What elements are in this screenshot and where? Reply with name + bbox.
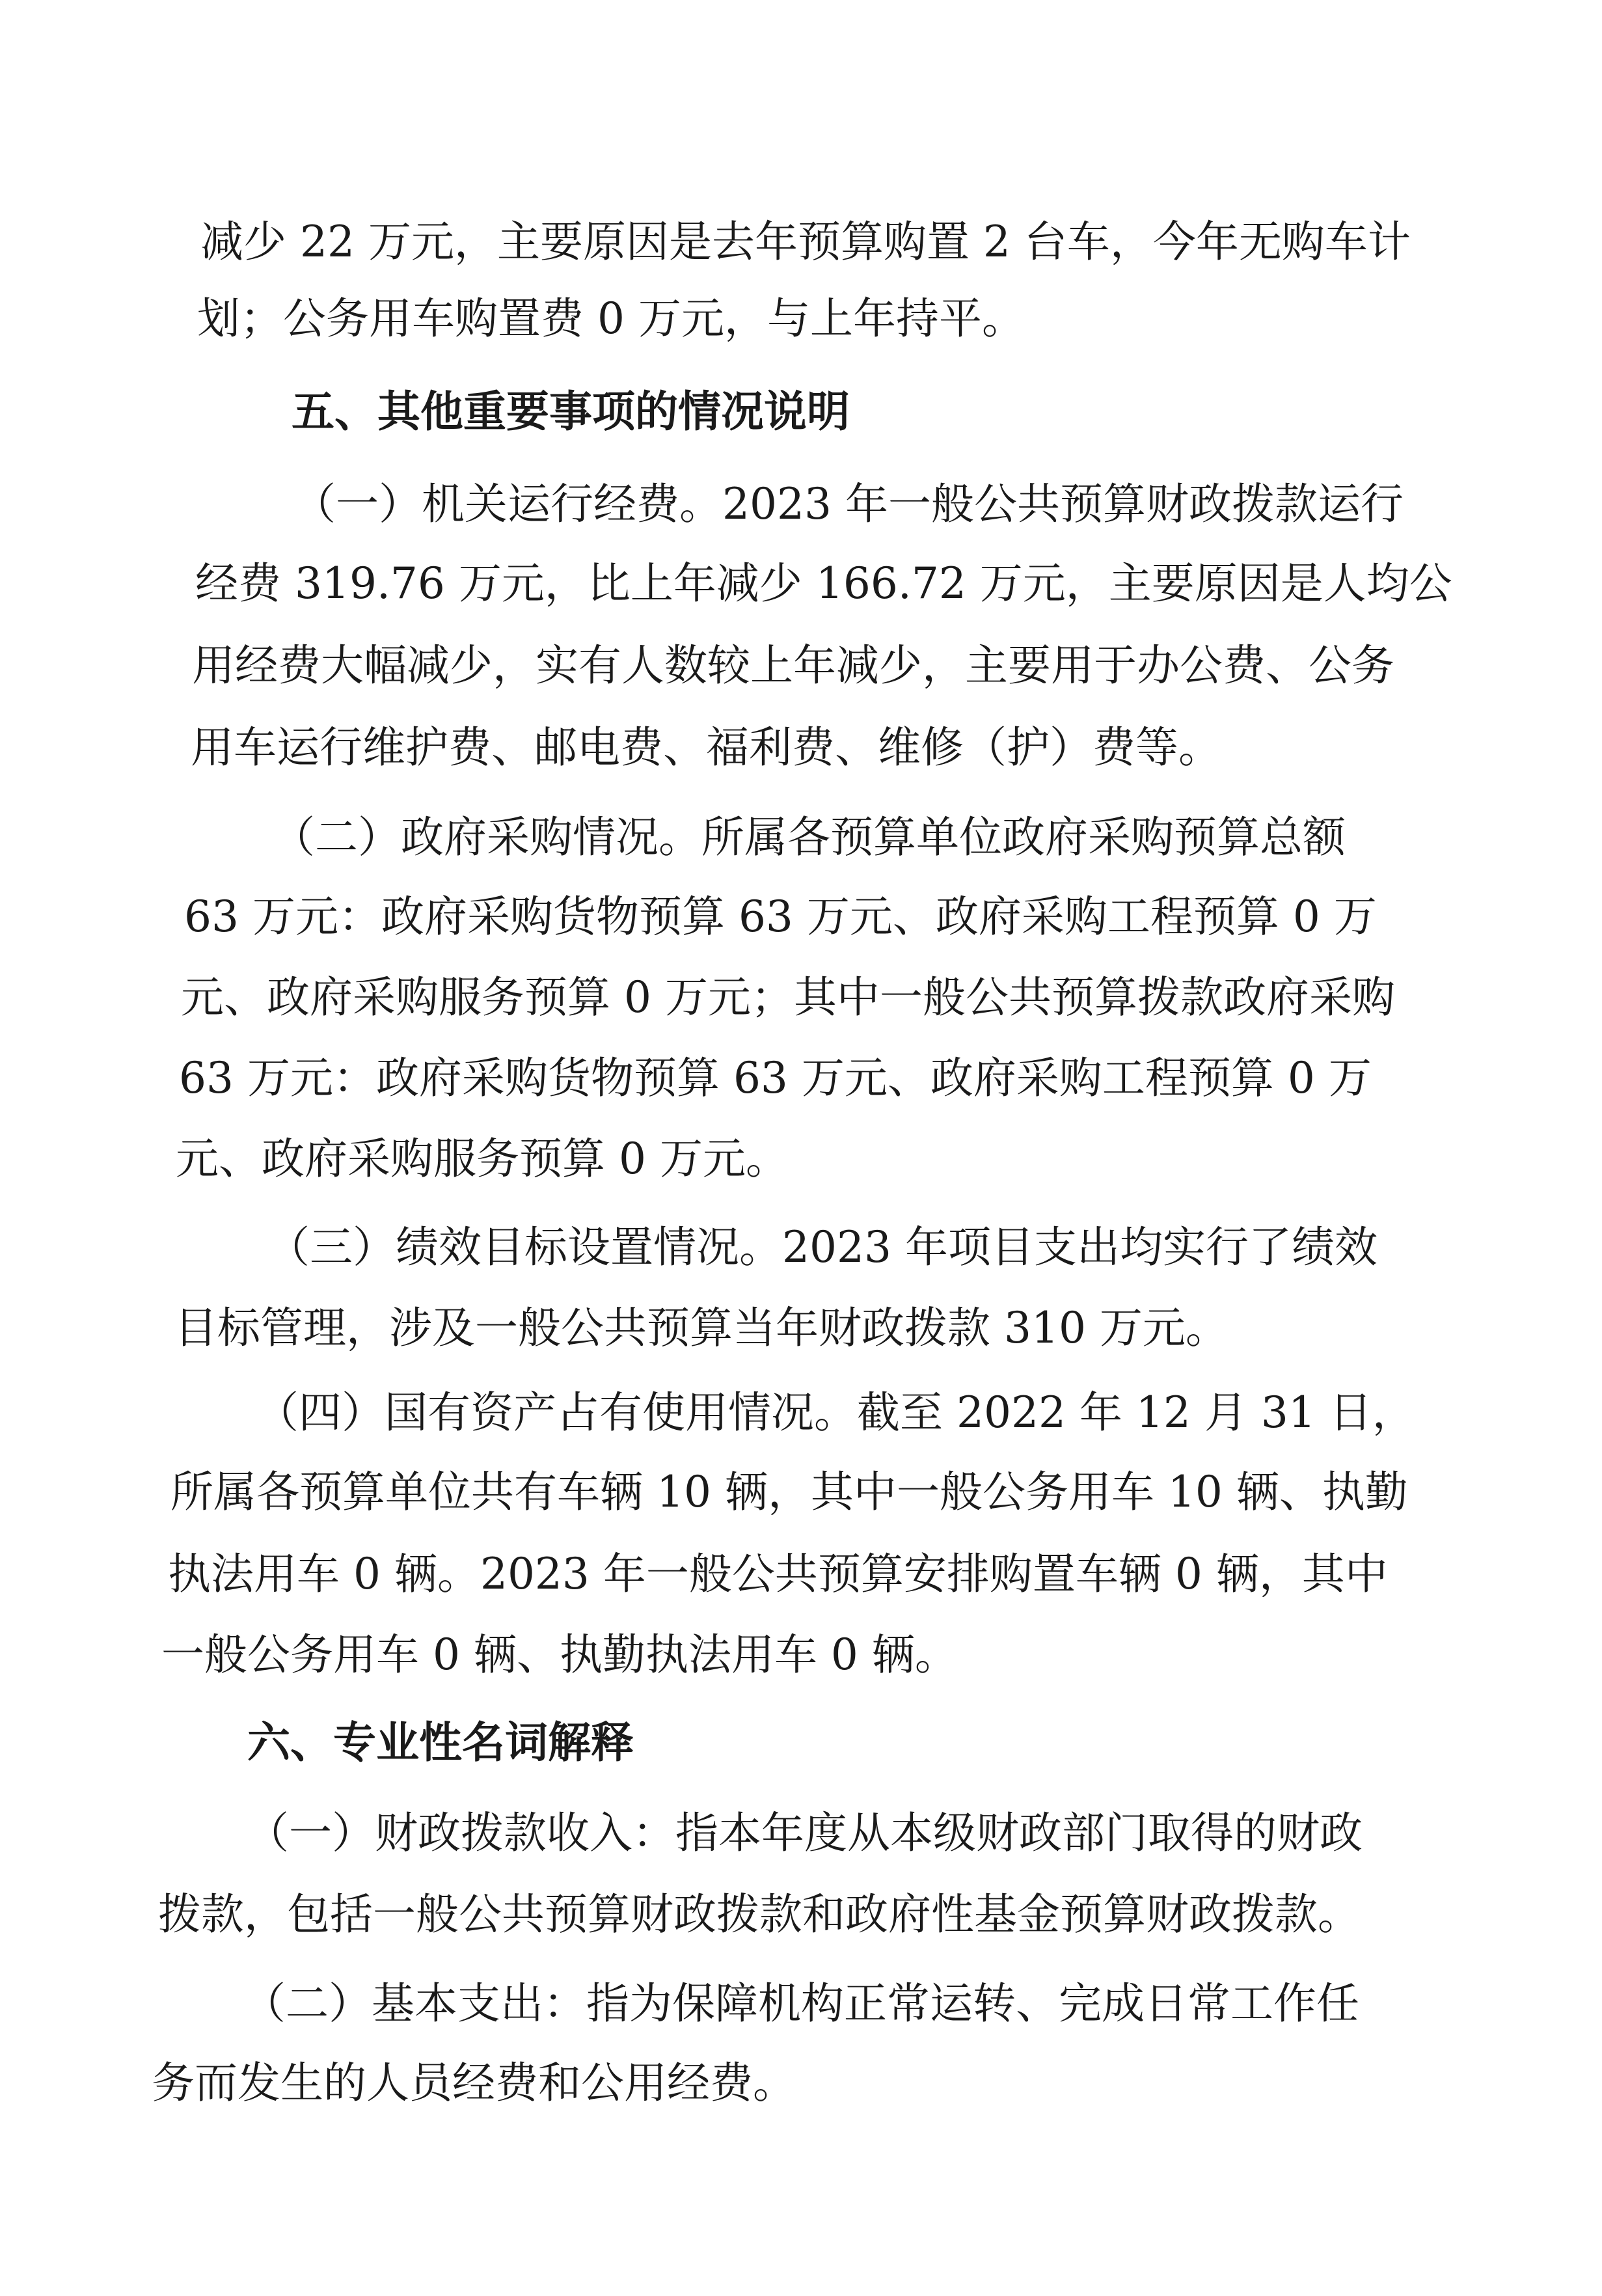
- body-line: （一）财政拨款收入：指本年度从本级财政部门取得的财政: [246, 1808, 1363, 1858]
- body-line: （二）政府采购情况。所属各预算单位政府采购预算总额: [272, 812, 1346, 862]
- body-line: 一般公务用车 0 辆、执勤执法用车 0 辆。: [161, 1630, 958, 1680]
- body-line: 所属各预算单位共有车辆 10 辆，其中一般公务用车 10 辆、执勤: [170, 1467, 1408, 1517]
- body-line: 63 万元：政府采购货物预算 63 万元、政府采购工程预算 0 万: [184, 892, 1377, 942]
- section-heading-5: 五、其他重要事项的情况说明: [292, 387, 850, 437]
- body-line: （四）国有资产占有使用情况。截至 2022 年 12 月 31 日，: [256, 1387, 1415, 1438]
- body-line: 用车运行维护费、邮电费、福利费、维修（护）费等。: [191, 722, 1221, 772]
- section-heading-6: 六、专业性名词解释: [247, 1717, 634, 1768]
- body-line: （三）绩效目标设置情况。2023 年项目支出均实行了绩效: [267, 1222, 1378, 1272]
- body-line: 划；公务用车购置费 0 万元，与上年持平。: [197, 294, 1025, 344]
- body-line: 元、政府采购服务预算 0 万元；其中一般公共预算拨款政府采购: [181, 972, 1395, 1022]
- body-line: 执法用车 0 辆。2023 年一般公共预算安排购置车辆 0 辆，其中: [168, 1549, 1388, 1599]
- body-line: （二）基本支出：指为保障机构正常运转、完成日常工作任: [243, 1978, 1359, 2029]
- body-line: 目标管理，涉及一般公共预算当年财政拨款 310 万元。: [174, 1303, 1229, 1353]
- body-line: 用经费大幅减少，实有人数较上年减少，主要用于办公费、公务: [192, 640, 1394, 690]
- body-line: 经费 319.76 万元，比上年减少 166.72 万元，主要原因是人均公: [195, 558, 1452, 608]
- body-line: 拨款，包括一般公共预算财政拨款和政府性基金预算财政拨款。: [158, 1889, 1361, 1939]
- body-line: 务而发生的人员经费和公用经费。: [152, 2058, 796, 2108]
- body-line: 63 万元：政府采购货物预算 63 万元、政府采购工程预算 0 万: [179, 1053, 1372, 1103]
- body-line: 减少 22 万元，主要原因是去年预算购置 2 台车，今年无购车计: [200, 217, 1411, 267]
- body-line: （一）机关运行经费。2023 年一般公共预算财政拨款运行: [293, 479, 1404, 529]
- body-line: 元、政府采购服务预算 0 万元。: [176, 1134, 789, 1184]
